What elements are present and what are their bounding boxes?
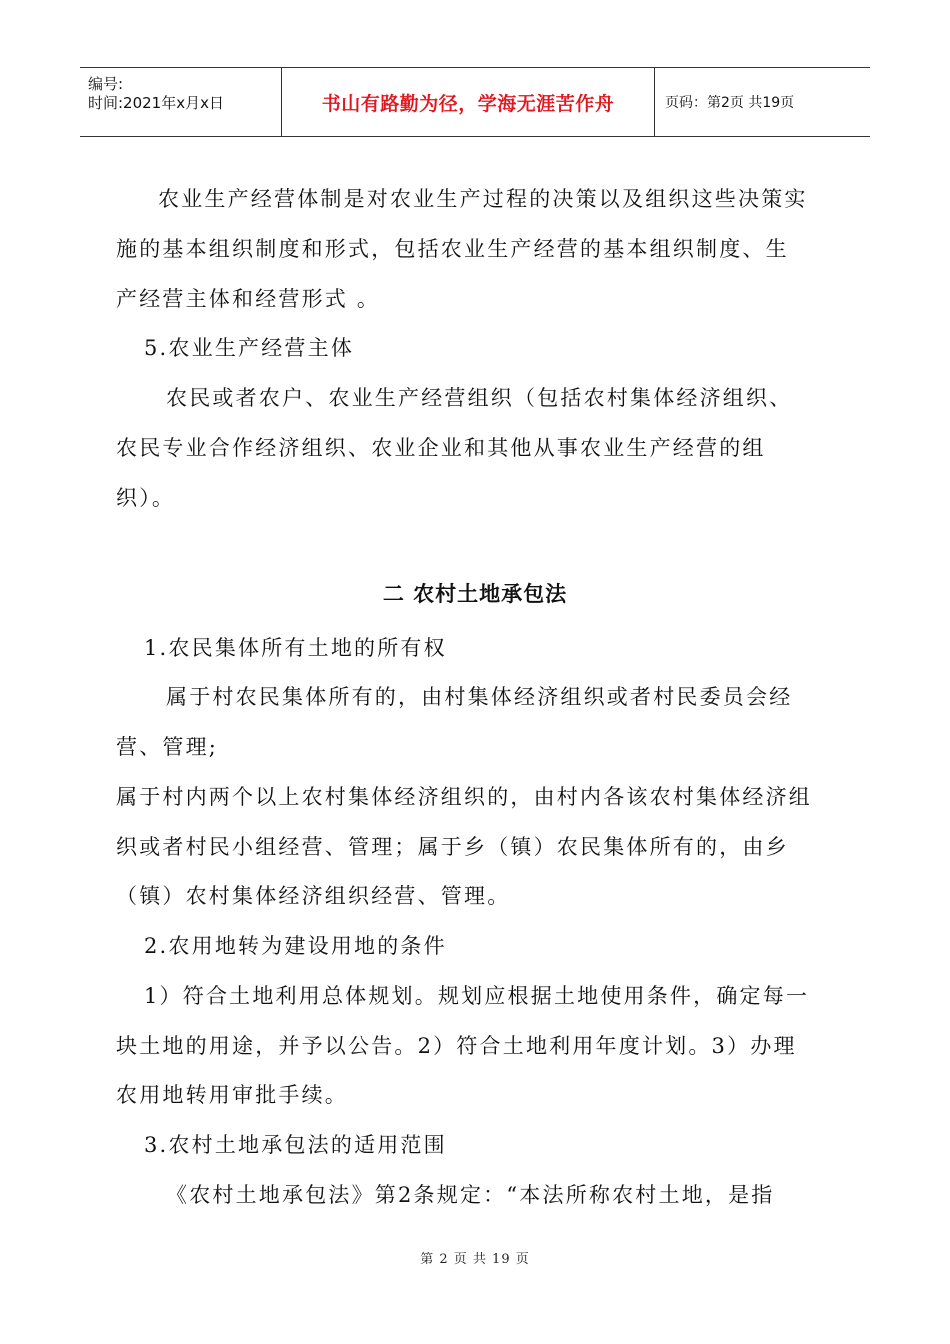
body-line: 《农村土地承包法》第2条规定：“本法所称农村土地，是指	[166, 1183, 775, 1207]
header-motto	[282, 68, 655, 136]
body-line: 织）。	[116, 486, 176, 510]
body-line: 农民专业合作经济组织、农业企业和其他从事农业生产经营的组	[116, 436, 766, 460]
header-page-code: 页码：第2页 共19页	[665, 95, 795, 111]
body-line: 5.农业生产经营主体	[144, 336, 355, 360]
body-line: 属于村内两个以上农村集体经济组织的，由村内各该农村集体经济组	[116, 785, 812, 809]
page-footer: 第 2 页 共 19 页	[420, 1252, 530, 1267]
number-label: 编号:	[88, 75, 124, 93]
time-label: 时间:2021年x月x日	[88, 94, 224, 112]
motto-text: 书山有路勤为径，学海无涯苦作舟	[321, 92, 615, 115]
body-line: 2.农用地转为建设用地的条件	[144, 934, 447, 958]
body-line: 块土地的用途，并予以公告。2）符合土地利用年度计划。3）办理	[116, 1034, 797, 1058]
body-line: 产经营主体和经营形式 。	[116, 287, 381, 311]
body-line: （镇）农村集体经济组织经营、管理。	[116, 884, 511, 908]
body-line: 营、管理;	[116, 735, 219, 759]
body-line: 农用地转用审批手续。	[116, 1083, 348, 1107]
body-line: 农民或者农户、农业生产经营组织（包括农村集体经济组织、	[166, 386, 793, 410]
body-line: 3.农村土地承包法的适用范围	[144, 1133, 447, 1157]
body-line: 1）符合土地利用总体规划。规划应根据土地使用条件，确定每一	[144, 984, 810, 1008]
body-line: 1.农民集体所有土地的所有权	[144, 636, 447, 660]
body-line: 织或者村民小组经营、管理；属于乡（镇）农民集体所有的，由乡	[116, 835, 789, 859]
header-meta	[80, 68, 282, 136]
body-line: 施的基本组织制度和形式，包括农业生产经营的基本组织制度、生	[116, 237, 789, 261]
section-heading: 二 农村土地承包法	[382, 582, 568, 606]
body-line: 属于村农民集体所有的，由村集体经济组织或者村民委员会经	[166, 685, 793, 709]
page-header	[80, 67, 870, 137]
body-line: 农业生产经营体制是对农业生产过程的决策以及组织这些决策实	[158, 187, 808, 211]
